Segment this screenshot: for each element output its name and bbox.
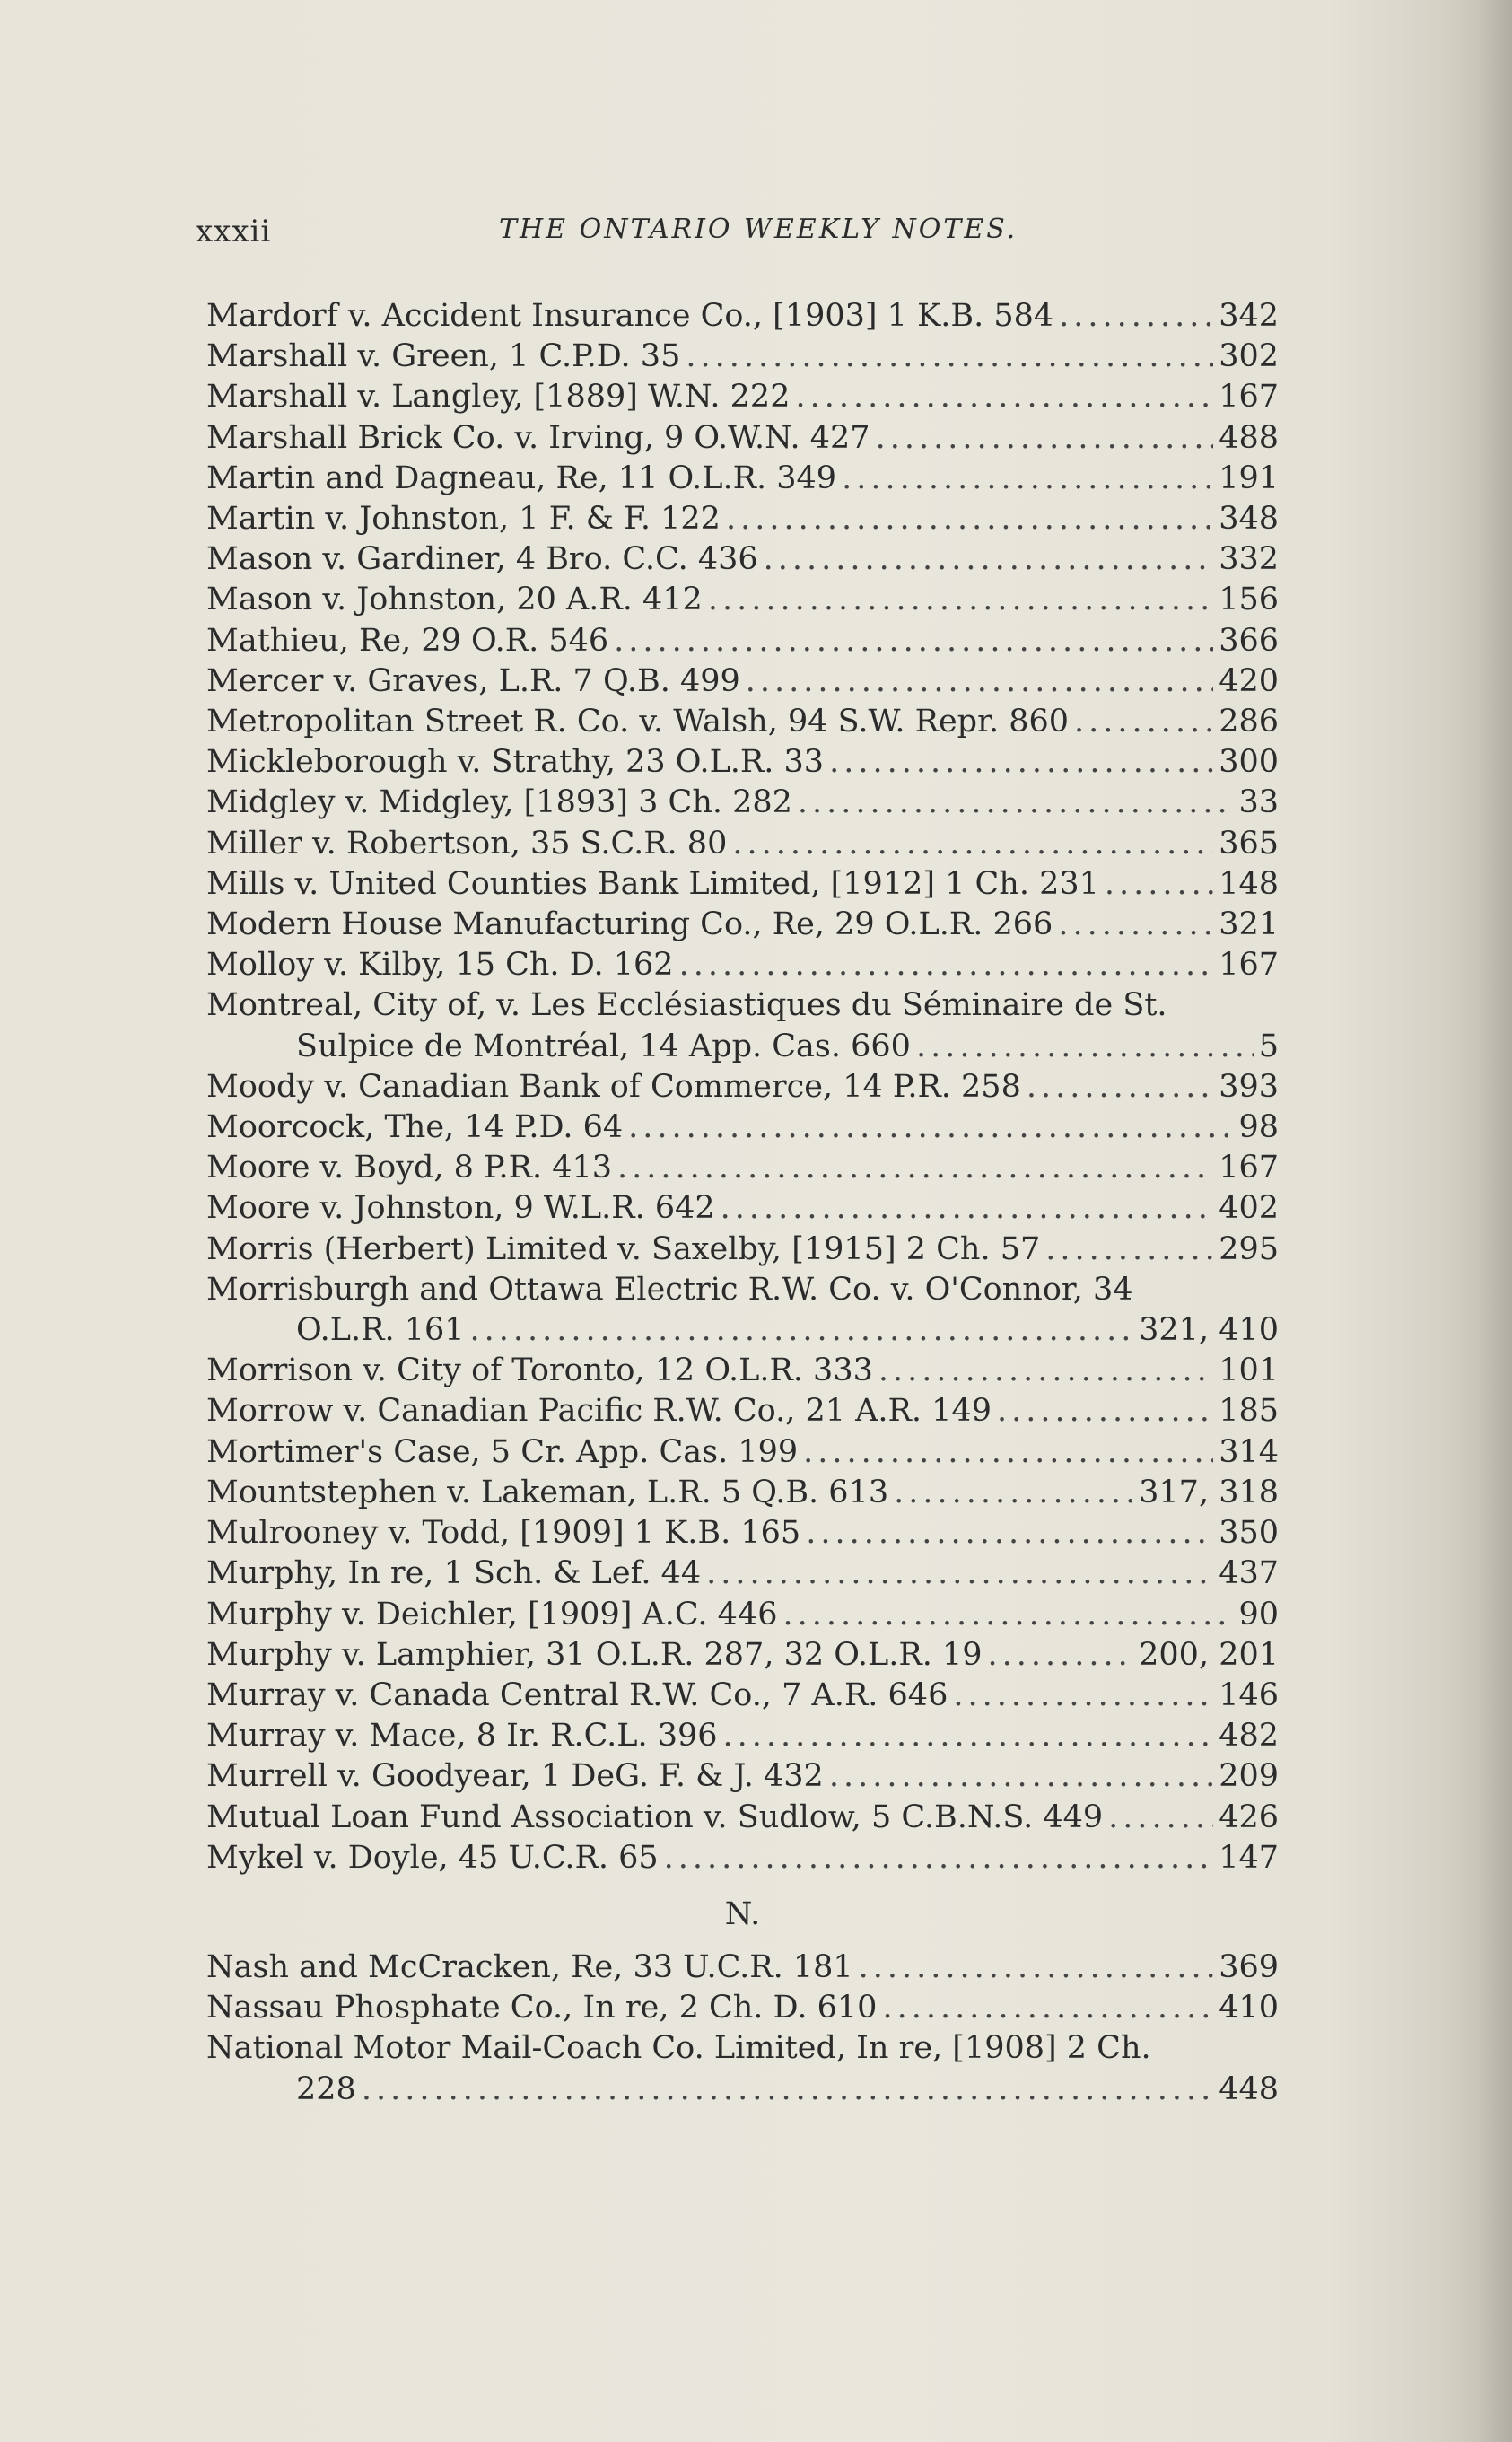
page-reference: 366	[1219, 622, 1279, 659]
page-reference: 332	[1219, 541, 1279, 578]
index-entry	[206, 621, 1279, 661]
page-reference: 317, 318	[1139, 1474, 1279, 1510]
index-entry	[206, 864, 1279, 905]
case-citation: Morrow v. Canadian Pacific R.W. Co., 21 A.R. 149	[206, 1393, 992, 1430]
index-entry	[206, 1554, 1279, 1594]
index-entry	[206, 1756, 1279, 1797]
leader-dots	[842, 459, 1213, 499]
index-entry	[206, 702, 1279, 742]
case-citation: Moore v. Johnston, 9 W.L.R. 642	[206, 1190, 715, 1227]
entries-n	[206, 1947, 1279, 2110]
leader-dots	[876, 418, 1214, 459]
page-reference: 488	[1219, 419, 1279, 456]
index-entry	[206, 2028, 1279, 2109]
page-reference: 146	[1219, 1676, 1279, 1713]
leader-dots	[1108, 1798, 1213, 1838]
page-reference: 369	[1219, 1948, 1279, 1985]
index-entry	[206, 1513, 1279, 1554]
case-citation: Martin and Dagneau, Re, 11 O.L.R. 349	[206, 460, 837, 496]
page-reference: 365	[1219, 825, 1279, 862]
case-citation: Nassau Phosphate Co., In re, 2 Ch. D. 610	[206, 1990, 878, 2026]
page-reference: 437	[1219, 1555, 1279, 1592]
index-entry	[206, 1676, 1279, 1716]
case-citation: O.L.R. 161	[296, 1312, 465, 1349]
index-entry	[206, 1270, 1279, 1351]
index-entry	[206, 296, 1279, 337]
index-entry	[206, 1838, 1279, 1878]
case-citation: Mason v. Gardiner, 4 Bro. C.C. 436	[206, 541, 758, 578]
leader-dots	[664, 1838, 1214, 1878]
page-reference: 348	[1219, 501, 1279, 538]
case-citation: Mountstephen v. Lakeman, L.R. 5 Q.B. 613	[206, 1474, 889, 1510]
leader-dots	[806, 1513, 1213, 1554]
entry-first-line: National Motor Mail-Coach Co. Limited, In re, [1908] 2 Ch.	[206, 2030, 1151, 2067]
case-citation: Murrell v. Goodyear, 1 DeG. F. & J. 432	[206, 1758, 824, 1795]
page-reference: 101	[1219, 1352, 1279, 1389]
index-entry	[206, 1988, 1279, 2028]
index-entry	[206, 1148, 1279, 1188]
leader-dots	[686, 337, 1213, 377]
leader-dots	[708, 580, 1213, 620]
case-citation: Mathieu, Re, 29 O.R. 546	[206, 622, 609, 659]
index-entry	[206, 1391, 1279, 1431]
index-entry	[206, 905, 1279, 945]
leader-dots	[470, 1310, 1134, 1351]
leader-dots	[1074, 702, 1213, 742]
page-header	[196, 214, 1272, 258]
entries-m	[206, 296, 1279, 1878]
case-citation: Martin v. Johnston, 1 F. & F. 122	[206, 501, 721, 538]
leader-dots	[798, 783, 1234, 823]
leader-dots	[1058, 905, 1213, 945]
page-reference: 90	[1238, 1596, 1279, 1632]
index-entry	[206, 985, 1279, 1066]
leader-dots	[782, 1595, 1233, 1635]
index-entry	[206, 945, 1279, 985]
leader-dots	[829, 742, 1213, 783]
leader-dots	[732, 824, 1213, 864]
index-entry	[206, 824, 1279, 864]
page-reference: 286	[1219, 704, 1279, 740]
case-citation: Mardorf v. Accident Insurance Co., [1903] 1 K.B. 584	[206, 298, 1054, 334]
case-citation: Sulpice de Montréal, 14 App. Cas. 660	[296, 1028, 911, 1064]
case-citation: Murphy, In re, 1 Sch. & Lef. 44	[206, 1555, 702, 1592]
leader-dots	[997, 1391, 1213, 1431]
page-reference: 147	[1219, 1839, 1279, 1876]
running-title: THE ONTARIO WEEKLY NOTES.	[499, 214, 1018, 245]
index-entry	[206, 1432, 1279, 1473]
leader-dots	[723, 1716, 1214, 1756]
index-entry	[206, 1716, 1279, 1756]
leader-dots	[362, 2070, 1213, 2110]
case-citation: Mulrooney v. Todd, [1909] 1 K.B. 165	[206, 1515, 801, 1552]
case-citation: Marshall v. Langley, [1889] W.N. 222	[206, 379, 791, 416]
page-reference: 482	[1219, 1718, 1279, 1755]
page-reference: 191	[1219, 460, 1279, 496]
index-entry	[206, 1351, 1279, 1391]
case-citation: Moody v. Canadian Bank of Commerce, 14 P.R. 258	[206, 1068, 1021, 1105]
page-reference: 148	[1219, 865, 1279, 902]
case-citation: Murray v. Mace, 8 Ir. R.C.L. 396	[206, 1718, 718, 1755]
page-reference: 200, 201	[1139, 1636, 1279, 1673]
case-citation: Miller v. Robertson, 35 S.C.R. 80	[206, 825, 728, 862]
page-reference: 33	[1238, 784, 1279, 821]
leader-dots	[859, 1947, 1214, 1988]
page-reference: 98	[1238, 1109, 1279, 1146]
index-entry	[206, 1107, 1279, 1148]
page-reference: 321	[1219, 906, 1279, 943]
leader-dots	[617, 1148, 1213, 1188]
page-reference: 426	[1219, 1799, 1279, 1835]
case-citation: Mills v. United Counties Bank Limited, [1912] 1 Ch. 231	[206, 865, 1099, 902]
case-citation: Murphy v. Lamphier, 31 O.L.R. 287, 32 O.L.R. 19	[206, 1636, 983, 1673]
case-citation: Mutual Loan Fund Association v. Sudlow, 5 C.B.N.S. 449	[206, 1799, 1104, 1835]
case-citation: Morrison v. City of Toronto, 12 O.L.R. 333	[206, 1352, 873, 1389]
index-entry	[206, 459, 1279, 499]
case-citation: Mickleborough v. Strathy, 23 O.L.R. 33	[206, 744, 825, 781]
index-entry	[206, 1473, 1279, 1513]
page-reference: 167	[1219, 1150, 1279, 1186]
entry-first-line: Montreal, City of, v. Les Ecclésiastiques du Séminaire de St.	[206, 987, 1167, 1024]
case-citation: Nash and McCracken, Re, 33 U.C.R. 181	[206, 1948, 853, 1985]
case-citation: Marshall Brick Co. v. Irving, 9 O.W.N. 427	[206, 419, 870, 456]
index-entry	[206, 1947, 1279, 1988]
leader-dots	[803, 1432, 1213, 1473]
page-reference: 410	[1219, 1990, 1279, 2026]
leader-dots	[1045, 1230, 1213, 1270]
index-entry	[206, 1230, 1279, 1270]
page-reference: 156	[1219, 582, 1279, 618]
leader-dots	[1059, 296, 1213, 337]
case-citation: Murphy v. Deichler, [1909] A.C. 446	[206, 1596, 778, 1632]
leader-dots	[878, 1351, 1213, 1391]
page-number: xxxii	[196, 214, 272, 249]
case-citation: Mykel v. Doyle, 45 U.C.R. 65	[206, 1839, 659, 1876]
index-entry	[206, 377, 1279, 417]
page-reference: 314	[1219, 1433, 1279, 1470]
leader-dots	[764, 539, 1214, 580]
case-citation: Mercer v. Graves, L.R. 7 Q.B. 499	[206, 662, 740, 699]
leader-dots	[721, 1188, 1214, 1229]
case-citation: Moorcock, The, 14 P.D. 64	[206, 1109, 624, 1146]
leader-dots	[614, 621, 1213, 661]
entry-first-line: Morrisburgh and Ottawa Electric R.W. Co. v. O'Connor, 34	[206, 1271, 1133, 1308]
page-reference: 321, 410	[1139, 1312, 1279, 1349]
page-reference: 209	[1219, 1758, 1279, 1795]
leader-dots	[916, 1027, 1254, 1067]
page-edge-shadow	[1476, 0, 1512, 2442]
leader-dots	[829, 1756, 1213, 1797]
leader-dots	[706, 1554, 1213, 1594]
case-citation: Mortimer's Case, 5 Cr. App. Cas. 199	[206, 1433, 799, 1470]
index-entry	[206, 1188, 1279, 1229]
leader-dots	[795, 377, 1213, 417]
page-reference: 350	[1219, 1515, 1279, 1552]
index-entry	[206, 1595, 1279, 1635]
page-reference: 302	[1219, 338, 1279, 375]
page-reference: 342	[1219, 298, 1279, 334]
leader-dots	[988, 1635, 1134, 1676]
index-entry	[206, 418, 1279, 459]
index-entry	[206, 499, 1279, 539]
leader-dots	[726, 499, 1213, 539]
page-reference: 300	[1219, 744, 1279, 781]
section-heading-n: N.	[724, 1895, 761, 1932]
leader-dots	[1105, 864, 1213, 905]
leader-dots	[882, 1988, 1213, 2028]
case-citation: Molloy v. Kilby, 15 Ch. D. 162	[206, 947, 674, 984]
index-entry	[206, 1635, 1279, 1676]
page-reference: 448	[1219, 2070, 1279, 2107]
index-entry	[206, 783, 1279, 823]
leader-dots	[679, 945, 1214, 985]
leader-dots	[894, 1473, 1133, 1513]
page-reference: 393	[1219, 1068, 1279, 1105]
page-reference: 295	[1219, 1230, 1279, 1267]
case-citation: Midgley v. Midgley, [1893] 3 Ch. 282	[206, 784, 792, 821]
case-citation: Mason v. Johnston, 20 A.R. 412	[206, 582, 703, 618]
index-entry	[206, 539, 1279, 580]
case-citation: Modern House Manufacturing Co., Re, 29 O.L.R. 266	[206, 906, 1053, 943]
index-entry	[206, 580, 1279, 620]
case-index	[206, 296, 1279, 2110]
leader-dots	[1027, 1067, 1213, 1107]
case-citation: 228	[296, 2070, 356, 2107]
leader-dots	[953, 1676, 1213, 1716]
page-reference: 167	[1219, 379, 1279, 416]
index-entry	[206, 337, 1279, 377]
page-reference: 420	[1219, 662, 1279, 699]
case-citation: Marshall v. Green, 1 C.P.D. 35	[206, 338, 681, 375]
page-reference: 5	[1258, 1028, 1279, 1064]
index-entry	[206, 661, 1279, 702]
leader-dots	[628, 1107, 1233, 1148]
index-entry	[206, 1798, 1279, 1838]
page-reference: 167	[1219, 947, 1279, 984]
leader-dots	[746, 661, 1213, 702]
case-citation: Moore v. Boyd, 8 P.R. 413	[206, 1150, 613, 1186]
index-entry	[206, 742, 1279, 783]
page-reference: 185	[1219, 1393, 1279, 1430]
case-citation: Morris (Herbert) Limited v. Saxelby, [1915] 2 Ch. 57	[206, 1230, 1041, 1267]
case-citation: Metropolitan Street R. Co. v. Walsh, 94 S.W. Repr. 860	[206, 704, 1070, 740]
index-entry	[206, 1067, 1279, 1107]
page-reference: 402	[1219, 1190, 1279, 1227]
case-citation: Murray v. Canada Central R.W. Co., 7 A.R. 646	[206, 1676, 948, 1713]
